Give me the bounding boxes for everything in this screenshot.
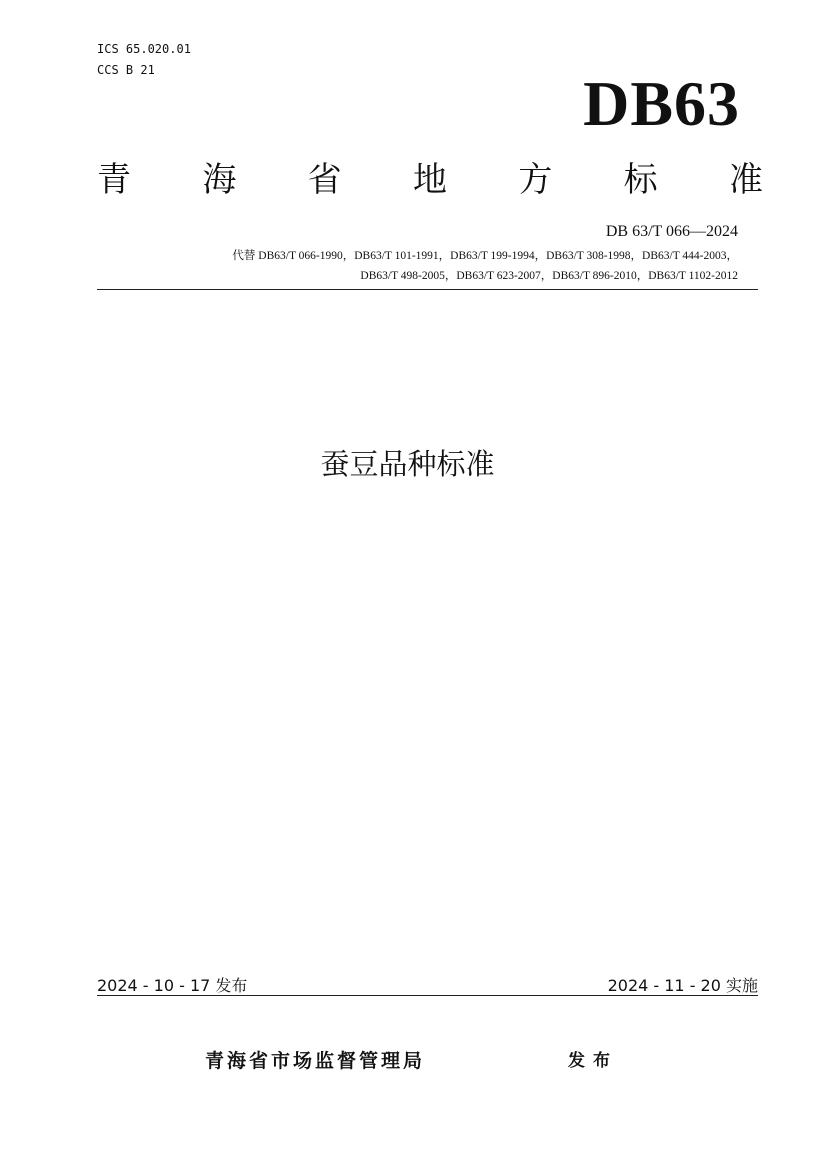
standard-type-heading [97, 158, 763, 202]
header-divider [97, 289, 758, 290]
standard-type-char: 地 [412, 160, 447, 200]
db-logo: DB63 [583, 68, 740, 139]
ccs-number: CCS B 21 [97, 63, 155, 77]
ics-number: ICS 65.020.01 [97, 42, 191, 56]
standard-type-char: 海 [202, 160, 237, 200]
standard-type-char: 准 [728, 160, 763, 200]
publish-date: 2024 - 10 - 17 发布 [97, 976, 248, 995]
replaces-line-1: 代替 DB63/T 066-1990，DB63/T 101-1991，DB63/T 199-1994，DB63/T 308-1998，DB63/T 444-2003， [232, 250, 738, 262]
issuer-name: 青海省市场监督管理局 [205, 1050, 426, 1072]
footer-divider [97, 995, 758, 996]
replaces-line-2: DB63/T 498-2005，DB63/T 623-2007，DB63/T 896-2010，DB63/T 1102-2012 [360, 270, 738, 282]
document-title: 蚕豆品种标准 [320, 447, 495, 481]
standard-type-char: 标 [623, 160, 658, 200]
standard-type-char: 省 [307, 160, 342, 200]
issue-label: 发布 [568, 1051, 618, 1071]
standard-type-char: 青 [97, 160, 131, 200]
implement-date: 2024 - 11 - 20 实施 [607, 976, 758, 995]
standard-type-char: 方 [518, 160, 553, 200]
standard-code: DB 63/T 066—2024 [605, 223, 738, 240]
